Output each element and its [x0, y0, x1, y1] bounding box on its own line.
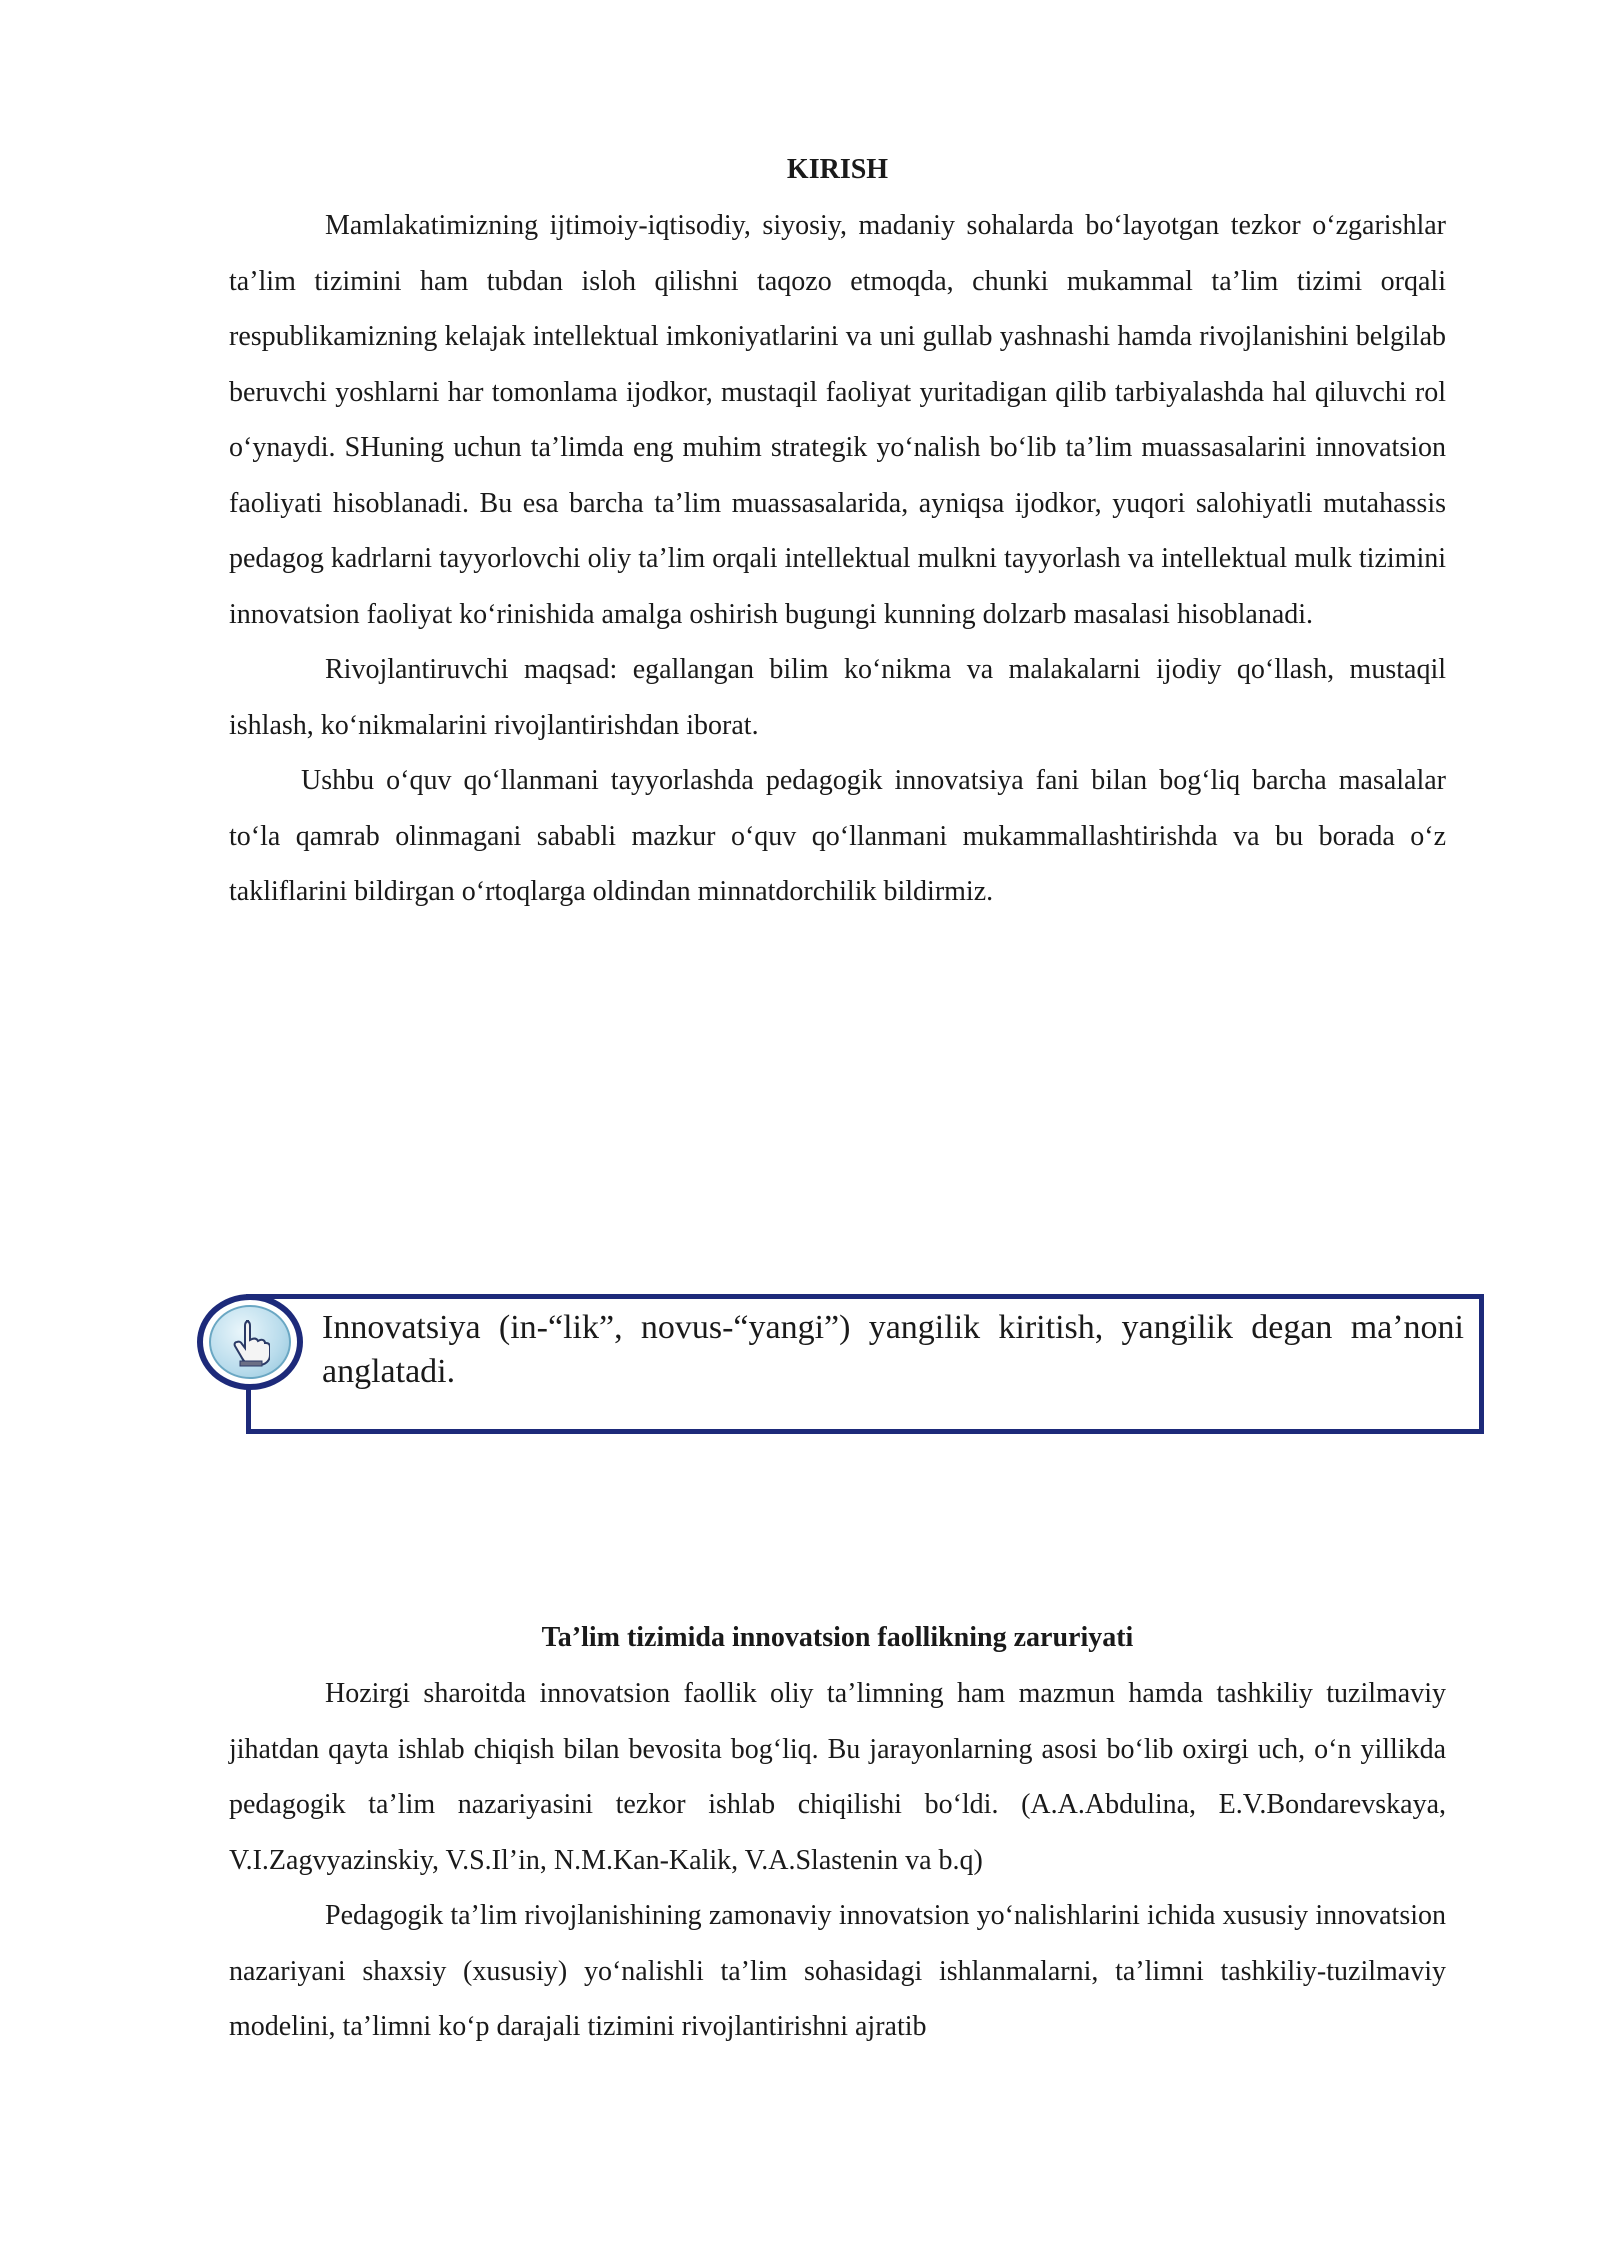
pointing-hand-icon — [209, 1305, 291, 1379]
intro-title: KIRISH — [786, 154, 889, 185]
section-paragraph-2: Pedagogik taʼlim rivojlanishining zamonaviy innovatsion yoʻnalishlarini ichida xususiy innovatsion nazariyani shaxsiy (xususiy) yoʻnalishli taʼlim sohasidagi ishlanmalarni, taʼlimni tashkiliy-tuzilmaviy modelini, taʼlimni koʻp darajali tizimini rivojlantirishni ajratib — [229, 1900, 1446, 2042]
callout-badge — [197, 1294, 303, 1390]
intro-paragraph-1: Mamlakatimizning ijtimoiy-iqtisodiy, siyosiy, madaniy sohalarda boʻlayotgan tezkor oʻzgarishlar taʼlim tizimini ham tubdan isloh qilishni taqozo etmoqda, chunki mukammal taʼlim tizimi orqali respublikamizning kelajak intellektual imkoniyatlarini va uni gullab yashnashi hamda rivojlanishini belgilab beruvchi yoshlarni har tomonlama ijodkor, mustaqil faoliyat yuritadigan qilib tarbiyalashda hal qiluvchi rol oʻynaydi. SHuning uchun taʼlimda eng muhim strategik yoʻnalish boʻlib taʼlim muassasalarini innovatsion faoliyati hisoblanadi. Bu esa barcha taʼlim muassasalarida, ayniqsa ijodkor, yuqori salohiyatli mutahassis pedagog kadrlarni tayyorlovchi oliy taʼlim orqali intellektual mulkni tayyorlash va intellektual mulk tizimini innovatsion faoliyat koʻrinishida amalga oshirish bugungi kunning dolzarb masalasi hisoblanadi. — [229, 210, 1446, 630]
section-paragraph-1: Hozirgi sharoitda innovatsion faollik oliy taʼlimning ham mazmun hamda tashkiliy tuzilmaviy jihatdan qayta ishlab chiqish bilan bevosita bogʻliq. Bu jarayonlarning asosi boʻlib oxirgi uch, oʻn yillikda pedagogik taʼlim nazariyasini tezkor ishlab chiqilishi boʻldi. (A.A.Abdulina, E.V.Bondarevskaya, V.I.Zagvyazinskiy, V.S.Ilʼin, N.M.Kan-Kalik, V.A.Slastenin va b.q) — [229, 1678, 1446, 1876]
intro-paragraph-2: Rivojlantiruvchi maqsad: egallangan bilim koʻnikma va malakalarni ijodiy qoʻllash, mustaqil ishlash, koʻnikmalarini rivojlantirishdan iborat. — [229, 654, 1446, 741]
section-title: Taʼlim tizimida innovatsion faollikning zaruriyati — [541, 1622, 1134, 1653]
definition-callout-text: Innovatsiya (in-“lik”, novus-“yangi”) yangilik kiritish, yangilik degan maʼnoni anglatadi. — [322, 1309, 1464, 1390]
intro-section — [229, 142, 1446, 920]
intro-paragraph-3: Ushbu oʻquv qoʻllanmani tayyorlashda pedagogik innovatsiya fani bilan bogʻliq barcha masalalar toʻla qamrab olinmagani sababli mazkur oʻquv qoʻllanmani mukammallashtirishda va bu borada oʻz takliflarini bildirgan oʻrtoqlarga oldindan minnatdorchilik bildirmiz. — [229, 765, 1446, 907]
main-section — [229, 1610, 1446, 2055]
